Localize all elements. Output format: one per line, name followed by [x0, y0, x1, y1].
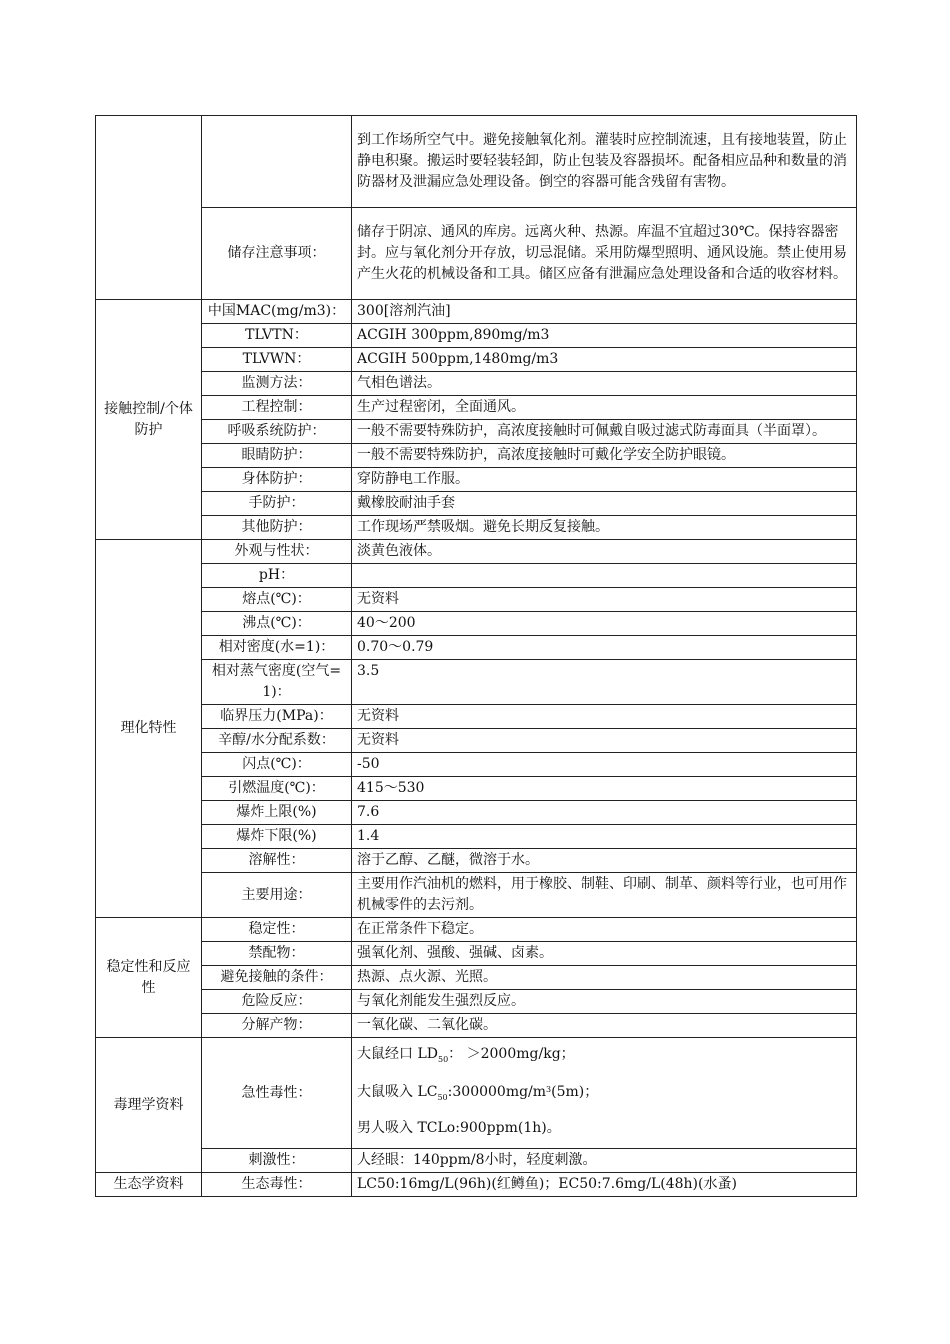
storage-row [96, 208, 857, 300]
physchem-row [96, 801, 857, 825]
stability-row [96, 1014, 857, 1038]
stability-value: 与氧化剂能发生强烈反应。 [352, 990, 857, 1014]
acute-toxicity-label: 急性毒性： [202, 1038, 352, 1149]
exposure-label: 监测方法： [202, 372, 352, 396]
physchem-row [96, 777, 857, 801]
toxicology-row [96, 1149, 857, 1173]
exposure-label: 呼吸系统防护： [202, 420, 352, 444]
acute-toxicity-value [352, 1038, 857, 1149]
irritation-label: 刺激性： [202, 1149, 352, 1173]
stability-value: 强氧化剂、强酸、强碱、卤素。 [352, 942, 857, 966]
exposure-value: 工作现场严禁吸烟。避免长期反复接触。 [352, 516, 857, 540]
stability-row [96, 942, 857, 966]
stability-row [96, 990, 857, 1014]
exposure-label: 身体防护： [202, 468, 352, 492]
exposure-row [96, 444, 857, 468]
handling-category-cell [96, 116, 202, 300]
exposure-value: 生产过程密闭，全面通风。 [352, 396, 857, 420]
physchem-row [96, 825, 857, 849]
physchem-row [96, 564, 857, 588]
exposure-row [96, 516, 857, 540]
physchem-label: 溶解性： [202, 849, 352, 873]
exposure-label: 眼睛防护： [202, 444, 352, 468]
handling-row [96, 116, 857, 208]
physchem-row [96, 588, 857, 612]
exposure-row [96, 300, 857, 324]
physchem-label: 辛醇/水分配系数： [202, 729, 352, 753]
stability-label: 分解产物： [202, 1014, 352, 1038]
physchem-row [96, 729, 857, 753]
exposure-row [96, 420, 857, 444]
physchem-value: 主要用作汽油机的燃料，用于橡胶、制鞋、印刷、制革、颜料等行业，也可用作机械零件的去污剂。 [352, 873, 857, 918]
exposure-value: 一般不需要特殊防护，高浓度接触时可佩戴自吸过滤式防毒面具（半面罩）。 [352, 420, 857, 444]
stability-row [96, 966, 857, 990]
stability-value: 一氧化碳、二氧化碳。 [352, 1014, 857, 1038]
exposure-label: 手防护： [202, 492, 352, 516]
stability-row [96, 918, 857, 942]
exposure-label: 工程控制： [202, 396, 352, 420]
exposure-value: 300[溶剂汽油] [352, 300, 857, 324]
stability-value: 在正常条件下稳定。 [352, 918, 857, 942]
exposure-value: ACGIH 300ppm,890mg/m3 [352, 324, 857, 348]
physchem-label: 爆炸上限(%) [202, 801, 352, 825]
physchem-label: pH： [202, 564, 352, 588]
exposure-label: 中国MAC(mg/m3)： [202, 300, 352, 324]
stability-label: 危险反应： [202, 990, 352, 1014]
physchem-value: 无资料 [352, 729, 857, 753]
exposure-row [96, 324, 857, 348]
exposure-value: 气相色谱法。 [352, 372, 857, 396]
exposure-value: ACGIH 500ppm,1480mg/m3 [352, 348, 857, 372]
physchem-label: 临界压力(MPa)： [202, 705, 352, 729]
exposure-row [96, 492, 857, 516]
physchem-label: 主要用途： [202, 873, 352, 918]
physchem-row [96, 873, 857, 918]
physchem-value: -50 [352, 753, 857, 777]
physchem-value: 3.5 [352, 660, 857, 705]
physchem-value [352, 564, 857, 588]
physchem-label: 闪点(℃)： [202, 753, 352, 777]
physchem-value: 7.6 [352, 801, 857, 825]
stability-label: 避免接触的条件： [202, 966, 352, 990]
physchem-row [96, 612, 857, 636]
physchem-value: 0.70～0.79 [352, 636, 857, 660]
ecotoxicity-label: 生态毒性： [202, 1173, 352, 1197]
storage-value: 储存于阴凉、通风的库房。远离火种、热源。库温不宜超过30℃。保持容器密封。应与氧化剂分开存放，切忌混储。采用防爆型照明、通风设施。禁止使用易产生火花的机械设备和工具。储区应备有泄漏应急处理设备和合适的收容材料。 [352, 208, 857, 300]
physchem-label: 外观与性状： [202, 540, 352, 564]
physchem-value: 无资料 [352, 588, 857, 612]
stability-label: 稳定性： [202, 918, 352, 942]
physchem-label: 相对蒸气密度(空气=1)： [202, 660, 352, 705]
physchem-row [96, 636, 857, 660]
storage-label: 储存注意事项： [202, 208, 352, 300]
physchem-row [96, 705, 857, 729]
physchem-row [96, 540, 857, 564]
exposure-value: 一般不需要特殊防护，高浓度接触时可戴化学安全防护眼镜。 [352, 444, 857, 468]
exposure-label: TLVTN： [202, 324, 352, 348]
stability-label: 禁配物： [202, 942, 352, 966]
physchem-category: 理化特性 [96, 540, 202, 918]
physchem-row [96, 660, 857, 705]
stability-value: 热源、点火源、光照。 [352, 966, 857, 990]
exposure-value: 穿防静电工作服。 [352, 468, 857, 492]
exposure-label: TLVWN： [202, 348, 352, 372]
toxicology-row [96, 1038, 857, 1149]
physchem-label: 熔点(℃)： [202, 588, 352, 612]
physchem-value: 1.4 [352, 825, 857, 849]
stability-category: 稳定性和反应性 [96, 918, 202, 1038]
ecology-category: 生态学资料 [96, 1173, 202, 1197]
physchem-label: 引燃温度(℃)： [202, 777, 352, 801]
exposure-value: 戴橡胶耐油手套 [352, 492, 857, 516]
exposure-row [96, 396, 857, 420]
physchem-value: 415～530 [352, 777, 857, 801]
irritation-value: 人经眼：140ppm/8小时，轻度刺激。 [352, 1149, 857, 1173]
ecology-row [96, 1173, 857, 1197]
ecotoxicity-value: LC50:16mg/L(96h)(红鳟鱼)；EC50:7.6mg/L(48h)(水蚤) [352, 1173, 857, 1197]
msds-table [95, 115, 857, 1197]
physchem-value: 40～200 [352, 612, 857, 636]
toxicology-category: 毒理学资料 [96, 1038, 202, 1173]
physchem-row [96, 753, 857, 777]
handling-value: 到工作场所空气中。避免接触氧化剂。灌装时应控制流速，且有接地装置，防止静电积聚。搬运时要轻装轻卸，防止包装及容器损坏。配备相应品种和数量的消防器材及泄漏应急处理设备。倒空的容器可能含残留有害物。 [352, 116, 857, 208]
exposure-label: 其他防护： [202, 516, 352, 540]
exposure-row [96, 372, 857, 396]
exposure-row [96, 348, 857, 372]
physchem-value: 无资料 [352, 705, 857, 729]
physchem-label: 爆炸下限(%) [202, 825, 352, 849]
physchem-label: 相对密度(水=1)： [202, 636, 352, 660]
handling-label-cell [202, 116, 352, 208]
physchem-value: 溶于乙醇、乙醚，微溶于水。 [352, 849, 857, 873]
acute-toxicity-line: 大鼠经口 $LD_{50}$： ＞2000mg/kg； [357, 1046, 575, 1064]
physchem-value: 淡黄色液体。 [352, 540, 857, 564]
acute-toxicity-line: 大鼠吸入 $LC_{50}:300000mg/m^3(5m)$； [357, 1084, 599, 1102]
exposure-row [96, 468, 857, 492]
physchem-label: 沸点(℃)： [202, 612, 352, 636]
exposure-category: 接触控制/个体防护 [96, 300, 202, 540]
physchem-row [96, 849, 857, 873]
acute-toxicity-line: 男人吸入 TCLo:900ppm(1h)。 [357, 1120, 561, 1136]
